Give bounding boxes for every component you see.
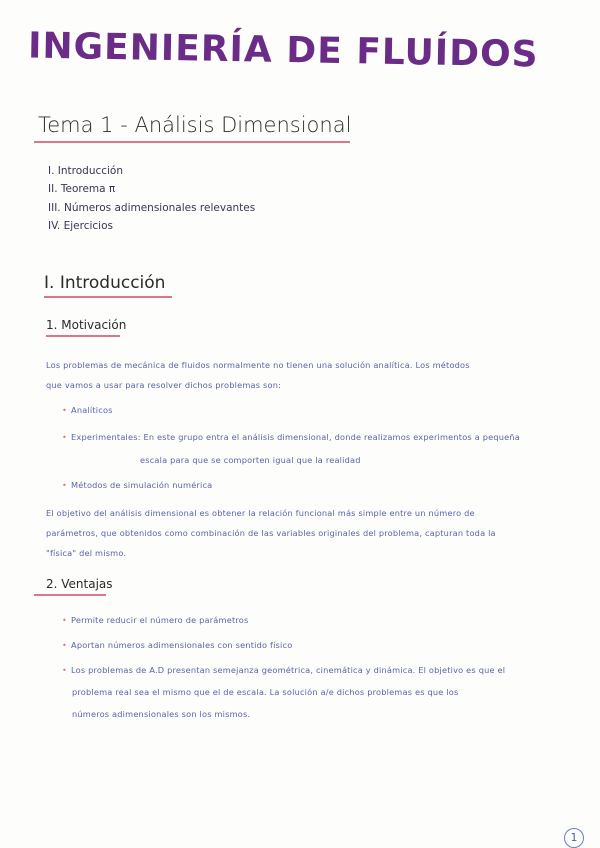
method-bullet-1 [62, 405, 113, 415]
objective-paragraph-line-2: parámetros, que obtenidos como combinación de las variables originales del problema, capturan toda la [46, 528, 496, 538]
page-number: 1 [564, 828, 584, 848]
toc-item-3: III. Números adimensionales relevantes [48, 202, 256, 214]
method-bullet-1-text: Analíticos [71, 405, 113, 415]
advantage-bullet-3-text-line-3: números adimensionales son los mismos. [72, 709, 251, 719]
objective-paragraph-line-3: "física" del mismo. [46, 548, 127, 558]
document-title: INGENIERÍA DE FLUÍDOS [27, 25, 539, 76]
advantage-bullet-1-text: Permite reducir el número de parámetros [71, 615, 249, 625]
method-bullet-3 [62, 480, 212, 490]
subsection-motivacion-underline [46, 335, 120, 337]
bullet-dot-icon: • [62, 480, 68, 490]
section-underline [44, 296, 172, 298]
method-bullet-2-text-line-2: escala para que se comporten igual que la realidad [140, 455, 361, 465]
motivacion-paragraph-line-2: que vamos a usar para resolver dichos problemas son: [46, 380, 282, 390]
toc-item-4: IV. Ejercicios [48, 220, 113, 232]
subsection-motivacion-title: 1. Motivación [46, 318, 127, 332]
bullet-dot-icon: • [62, 665, 68, 675]
toc-item-2: II. Teorema π [48, 183, 116, 195]
advantage-bullet-2-text: Aportan números adimensionales con sentido físico [71, 640, 293, 650]
advantage-bullet-3-text-line-1: Los problemas de A.D presentan semejanza geométrica, cinemática y dinámica. El objetivo es que el [71, 665, 506, 675]
objective-paragraph-line-1: El objetivo del análisis dimensional es obtener la relación funcional más simple entre un número de [46, 508, 475, 518]
chapter-underline [34, 141, 350, 143]
method-bullet-2-text-line-1: Experimentales: En este grupo entra el análisis dimensional, donde realizamos experimentos a pequeña [71, 432, 520, 442]
subsection-ventajas-title: 2. Ventajas [46, 577, 113, 591]
chapter-title: Tema 1 - Análisis Dimensional [38, 113, 352, 137]
advantage-bullet-3 [62, 665, 505, 675]
toc-item-1: I. Introducción [48, 165, 124, 177]
section-title: I. Introducción [44, 273, 166, 293]
bullet-dot-icon: • [62, 405, 68, 415]
advantage-bullet-2 [62, 640, 292, 650]
bullet-dot-icon: • [62, 640, 68, 650]
bullet-dot-icon: • [62, 432, 68, 442]
method-bullet-2 [62, 432, 520, 442]
advantage-bullet-3-text-line-2: problema real sea el mismo que el de escala. La solución a/e dichos problemas es que los [72, 687, 459, 697]
motivacion-paragraph-line-1: Los problemas de mecánica de fluidos normalmente no tienen una solución analítica. Los métodos [46, 360, 470, 370]
subsection-ventajas-underline [34, 594, 106, 596]
advantage-bullet-1 [62, 615, 248, 625]
bullet-dot-icon: • [62, 615, 68, 625]
method-bullet-3-text: Métodos de simulación numérica [71, 480, 213, 490]
